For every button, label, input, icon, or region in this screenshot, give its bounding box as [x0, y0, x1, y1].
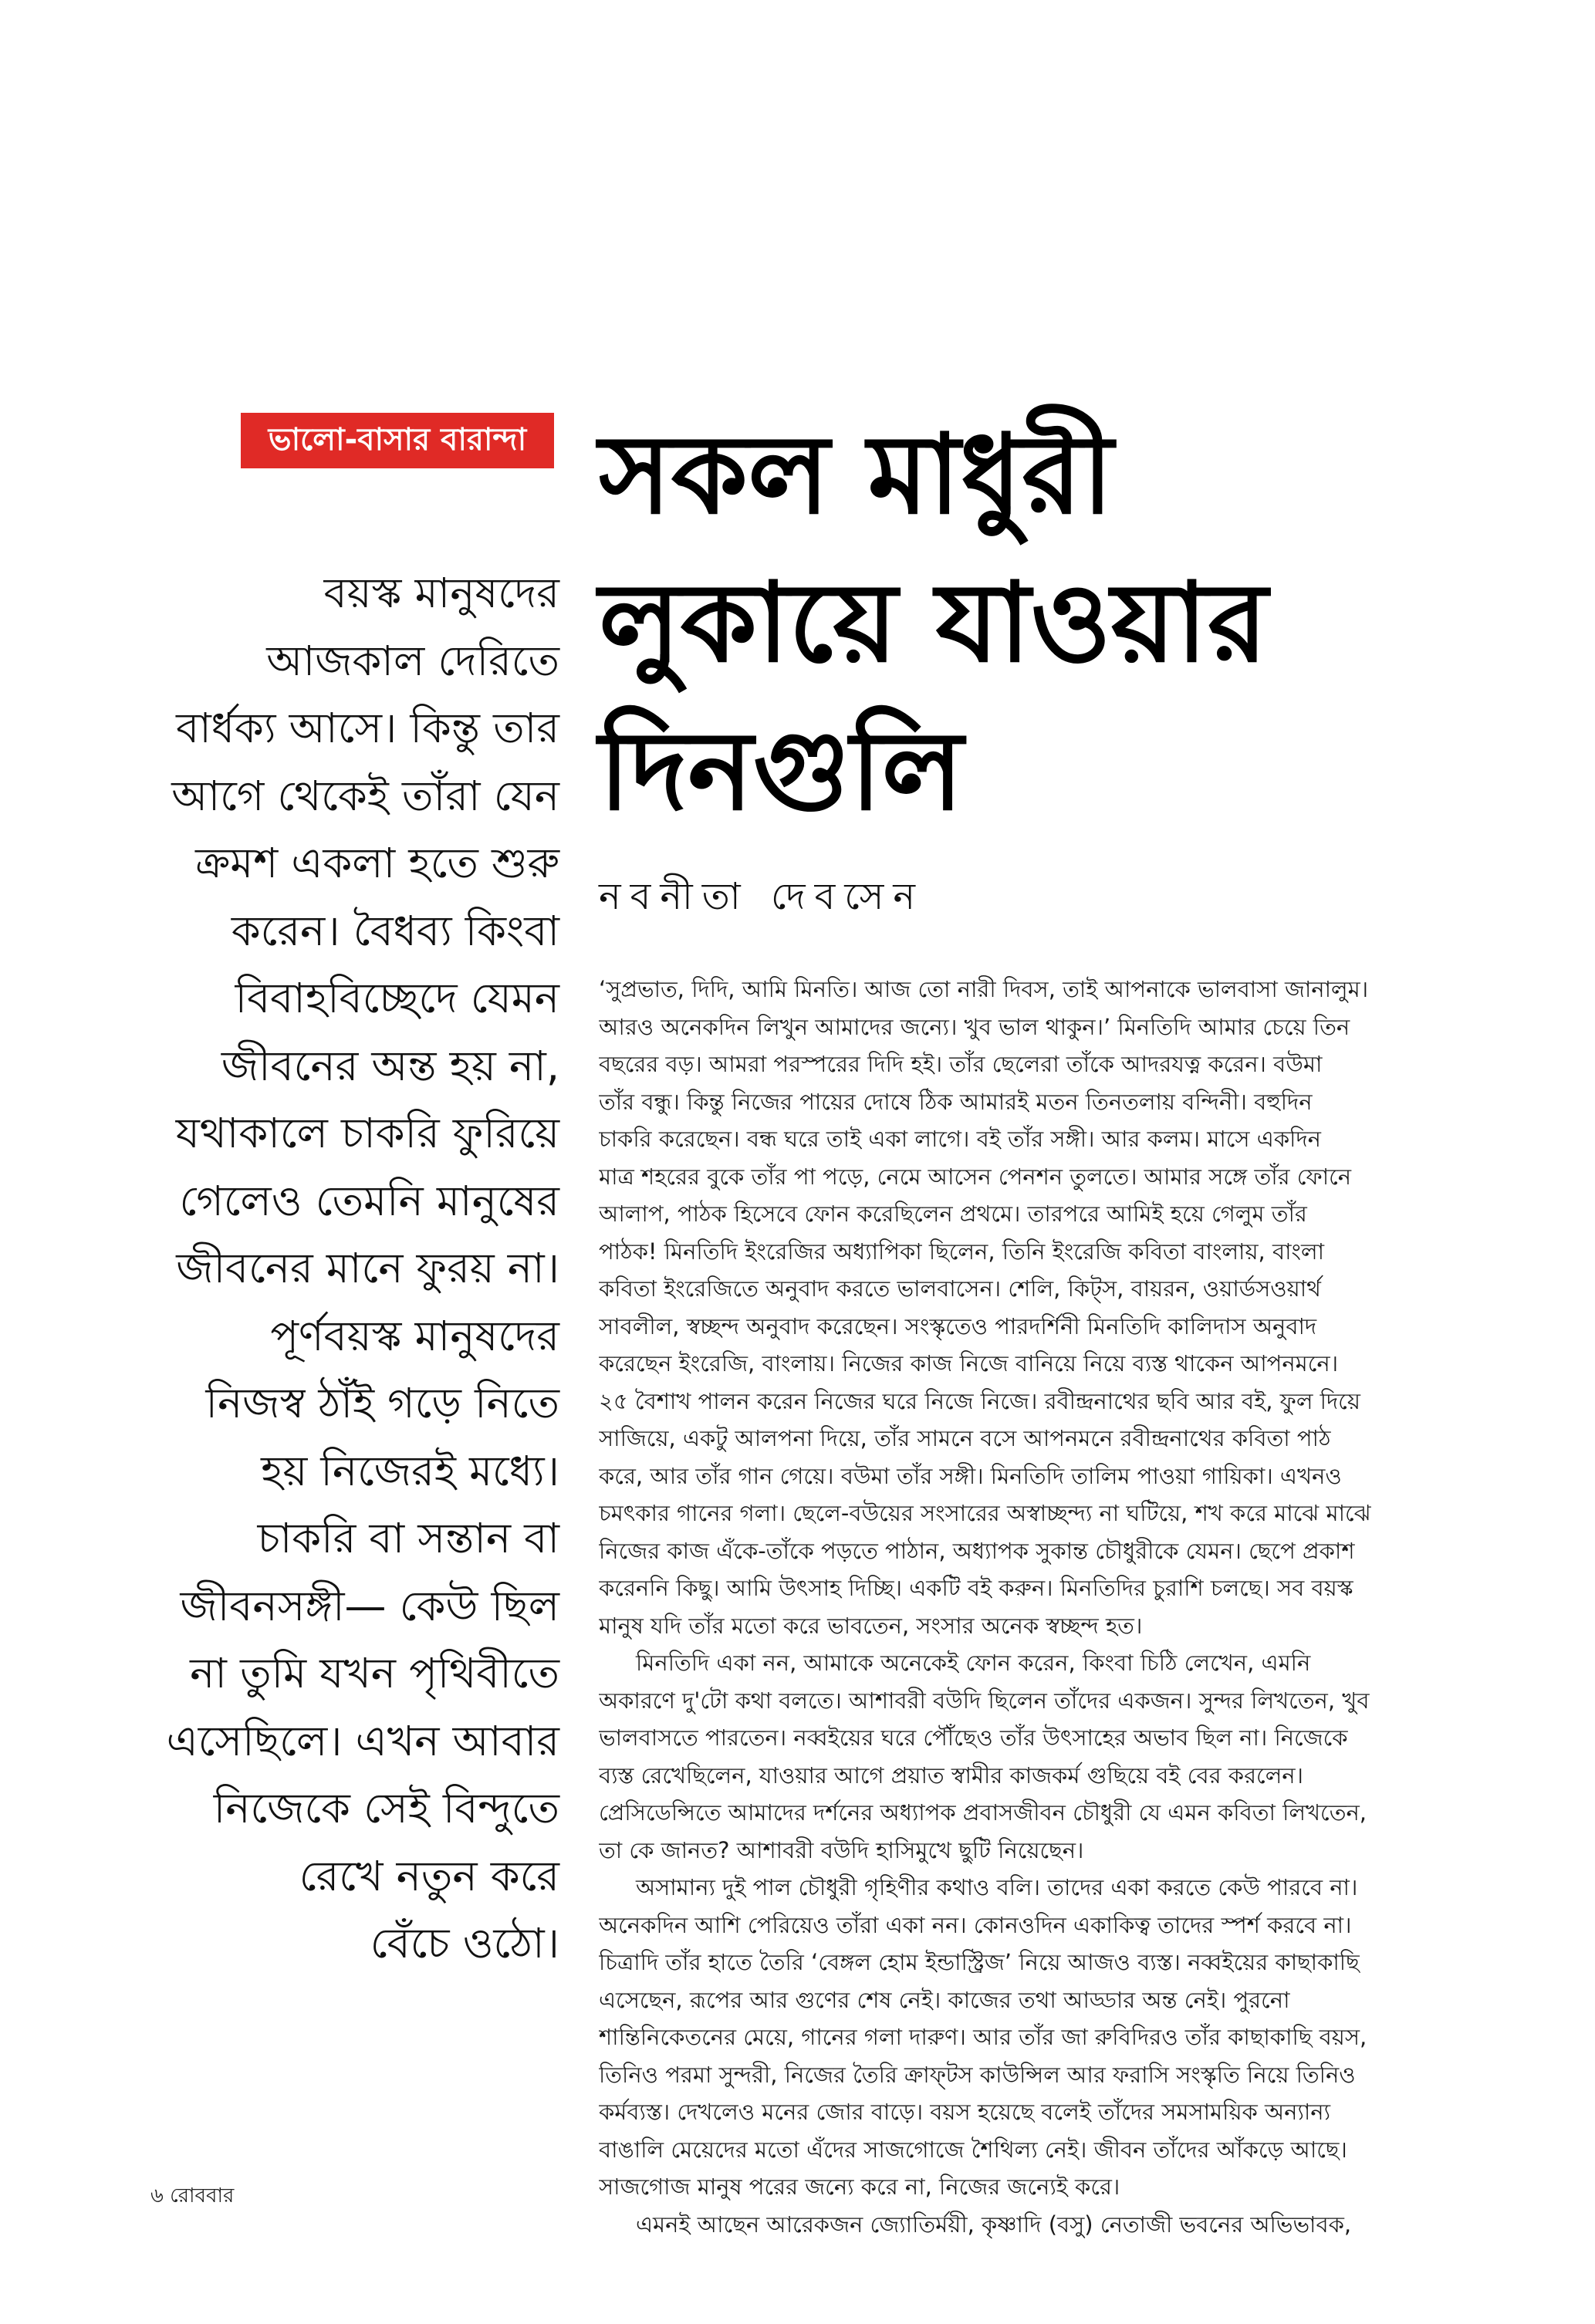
headline	[599, 401, 1571, 846]
headline-line: লুকায়ে যাওয়ার	[599, 559, 1268, 687]
pull-quote-line: পূর্ণবয়স্ক মানুষদের	[270, 1311, 559, 1360]
body-line: করেননি কিছু। আমি উৎসাহ দিচ্ছি। একটি বই করুন। মিনতিদির চুরাশি চলছে। সব বয়স্ক	[599, 1575, 1353, 1601]
pull-quote-line: হয় নিজেরই মধ্যে।	[261, 1446, 559, 1495]
body-line: মানুষ যদি তাঁর মতো করে ভাবতেন, সংসার অনেক স্বচ্ছন্দ হত।	[599, 1612, 1143, 1639]
pull-quote-line: জীবনের মানে ফুরয় না।	[176, 1244, 559, 1292]
pull-quote-line: বয়স্ক মানুষদের	[323, 569, 559, 617]
body-line: তা কে জানত? আশাবরী বউদি হাসিমুখে ছুটি নিয়েছেন।	[599, 1836, 1084, 1863]
body-line: করে, আর তাঁর গান গেয়ে। বউমা তাঁর সঙ্গী। মিনতিদি তালিম পাওয়া গায়িকা। এখনও	[599, 1462, 1342, 1489]
body-line: ‘সুপ্রভাত, দিদি, আমি মিনতি। আজ তো নারী দিবস, তাই আপনাকে ভালবাসা জানালুম।	[599, 976, 1369, 1002]
pull-quote-line: নিজস্ব ঠাঁই গড়ে নিতে	[205, 1379, 559, 1427]
body-line: সাজগোজ মানুষ পরের জন্যে করে না, নিজের জন্যেই করে।	[599, 2174, 1120, 2200]
body-line: শান্তিনিকেতনের মেয়ে, গানের গলা দারুণ। আর তাঁর জা রুবিদিরও তাঁর কাছাকাছি বয়স,	[599, 2024, 1367, 2050]
body-line: এসেছেন, রূপের আর গুণের শেষ নেই। কাজের তথা আড্ডার অন্ত নেই। পুরনো	[599, 1986, 1290, 2013]
pull-quote-line: যথাকালে চাকরি ফুরিয়ে	[175, 1109, 559, 1157]
pull-quote-line: চাকরি বা সন্তান বা	[257, 1514, 559, 1562]
body-line: মাত্র শহরের বুকে তাঁর পা পড়ে, নেমে আসেন পেনশন তুলতে। আমার সঙ্গে তাঁর ফোনে	[599, 1163, 1352, 1190]
body-line: নিজের কাজ এঁকে-তাঁকে পড়তে পাঠান, অধ্যাপক সুকান্ত চৌধুরীকে যেমন। ছেপে প্রকাশ	[599, 1537, 1355, 1564]
pull-quote-line: বেঁচে ওঠো।	[370, 1919, 559, 1968]
pull-quote-line: না তুমি যখন পৃথিবীতে	[190, 1649, 559, 1697]
pull-quote-line: রেখে নতুন করে	[299, 1851, 559, 1900]
body-line: তাঁর বন্ধু। কিন্তু নিজের পায়ের দোষে ঠিক আমারই মতন তিনতলায় বন্দিনী। বহুদিন	[599, 1088, 1313, 1115]
section-tag: ভালো-বাসার বারান্দা	[241, 413, 554, 468]
body-line: কর্মব্যস্ত। দেখলেও মনের জোর বাড়ে। বয়স হয়েছে বলেই তাঁদের সমসাময়িক অন্যান্য	[599, 2099, 1331, 2125]
body-line: চাকরি করেছেন। বন্ধ ঘরে তাই একা লাগে। বই তাঁর সঙ্গী। আর কলম। মাসে একদিন	[599, 1126, 1321, 1152]
pull-quote-line: আজকাল দেরিতে	[266, 636, 559, 685]
pull-quote-line: আগে থেকেই তাঁরা যেন	[171, 771, 559, 820]
body-line: অকারণে দু'টো কথা বলতে। আশাবরী বউদি ছিলেন তাঁদের একজন। সুন্দর লিখতেন, খুব	[599, 1687, 1370, 1714]
body-line: তিনিও পরমা সুন্দরী, নিজের তৈরি ক্রাফ্‌টস কাউন্সিল আর ফরাসি সংস্কৃতি নিয়ে তিনিও	[599, 2061, 1356, 2088]
body-line: ব্যস্ত রেখেছিলেন, যাওয়ার আগে প্রয়াত স্বামীর কাজকর্ম গুছিয়ে বই বের করলেন।	[599, 1762, 1303, 1789]
body-line: সাজিয়ে, একটু আলপনা দিয়ে, তাঁর সামনে বসে আপনমনে রবীন্দ্রনাথের কবিতা পাঠ	[599, 1425, 1331, 1451]
body-line: মিনতিদি একা নন, আমাকে অনেকেই ফোন করেন, কিংবা চিঠি লেখেন, এমনি	[636, 1650, 1311, 1676]
pull-quote-line: নিজেকে সেই বিন্দুতে	[213, 1784, 559, 1833]
pull-quote-line: ক্রমশ একলা হতে শুরু	[195, 839, 559, 887]
pull-quote-line: এসেছিলে। এখন আবার	[166, 1716, 559, 1765]
pull-quote-line: জীবনসঙ্গী— কেউ ছিল	[180, 1581, 559, 1630]
article-body	[599, 971, 1440, 2243]
body-line: ভালবাসতে পারতেন। নব্বইয়ের ঘরে পৌঁছেও তাঁর উৎসাহের অভাব ছিল না। নিজেকে	[599, 1724, 1348, 1751]
body-line: প্রেসিডেন্সিতে আমাদের দর্শনের অধ্যাপক প্রবাসজীবন চৌধুরী যে এমন কবিতা লিখতেন,	[599, 1799, 1367, 1826]
body-line: চিত্রাদি তাঁর হাতে তৈরি ‘বেঙ্গল হোম ইন্ডাস্ট্রিজ’ নিয়ে আজও ব্যস্ত। নব্বইয়ের কাছাকাছি	[599, 1949, 1360, 1975]
body-line: চমৎকার গানের গলা। ছেলে-বউয়ের সংসারের অস্বাচ্ছন্দ্য না ঘটিয়ে, শখ করে মাঝে মাঝে	[599, 1500, 1371, 1526]
body-line: করেছেন ইংরেজি, বাংলায়। নিজের কাজ নিজে বানিয়ে নিয়ে ব্যস্ত থাকেন আপনমনে।	[599, 1350, 1339, 1376]
body-line: পাঠক! মিনতিদি ইংরেজির অধ্যাপিকা ছিলেন, তিনি ইংরেজি কবিতা বাংলায়, বাংলা	[599, 1238, 1325, 1265]
body-line: কবিতা ইংরেজিতে অনুবাদ করতে ভালবাসেন। শেলি, কিট্‌স, বায়রন, ওয়ার্ডসওয়ার্থ	[599, 1275, 1321, 1302]
body-line: সাবলীল, স্বচ্ছন্দ অনুবাদ করেছেন। সংস্কৃতেও পারদর্শিনী মিনতিদি কালিদাস অনুবাদ	[599, 1312, 1317, 1339]
pull-quote	[150, 559, 559, 1978]
pull-quote-line: করেন। বৈধব্য কিংবা	[231, 906, 559, 955]
headline-line: সকল মাধুরী	[599, 411, 1113, 539]
body-line: অসামান্য দুই পাল চৌধুরী গৃহিণীর কথাও বলি। তাদের একা করতে কেউ পারবে না।	[636, 1874, 1358, 1900]
body-line: ২৫ বৈশাখ পালন করেন নিজের ঘরে নিজে নিজে। রবীন্দ্রনাথের ছবি আর বই, ফুল দিয়ে	[599, 1387, 1360, 1414]
pull-quote-line: বিবাহবিচ্ছেদে যেমন	[235, 974, 559, 1022]
body-line: বছরের বড়। আমরা পরস্পরের দিদি হই। তাঁর ছেলেরা তাঁকে আদরযত্ন করেন। বউমা	[599, 1051, 1323, 1077]
page-folio: ৬ রোববার	[150, 2184, 235, 2207]
body-line: আরও অনেকদিন লিখুন আমাদের জন্যে। খুব ভাল থাকুন।’ মিনতিদি আমার চেয়ে তিন	[599, 1013, 1350, 1040]
body-line: এমনই আছেন আরেকজন জ্যোতির্ময়ী, কৃষ্ণাদি (বসু) নেতাজী ভবনের অভিভাবক,	[636, 2211, 1352, 2238]
body-line: বাঙালি মেয়েদের মতো এঁদের সাজগোজে শৈথিল্য নেই। জীবন তাঁদের আঁকড়ে আছে।	[599, 2136, 1347, 2163]
byline: নবনীতা দেবসেন	[599, 875, 924, 918]
pull-quote-line: জীবনের অন্ত হয় না,	[221, 1041, 559, 1090]
body-line: অনেকদিন আশি পেরিয়েও তাঁরা একা নন। কোনওদিন একাকিত্ব তাদের স্পর্শ করবে না।	[599, 1911, 1352, 1938]
body-line: আলাপ, পাঠক হিসেবে ফোন করেছিলেন প্রথমে। তারপরে আমিই হয়ে গেলুম তাঁর	[599, 1201, 1307, 1227]
pull-quote-line: বার্ধক্য আসে। কিন্তু তার	[176, 704, 559, 752]
pull-quote-line: গেলেও তেমনি মানুষের	[179, 1176, 559, 1225]
headline-line: দিনগুলি	[599, 708, 964, 835]
